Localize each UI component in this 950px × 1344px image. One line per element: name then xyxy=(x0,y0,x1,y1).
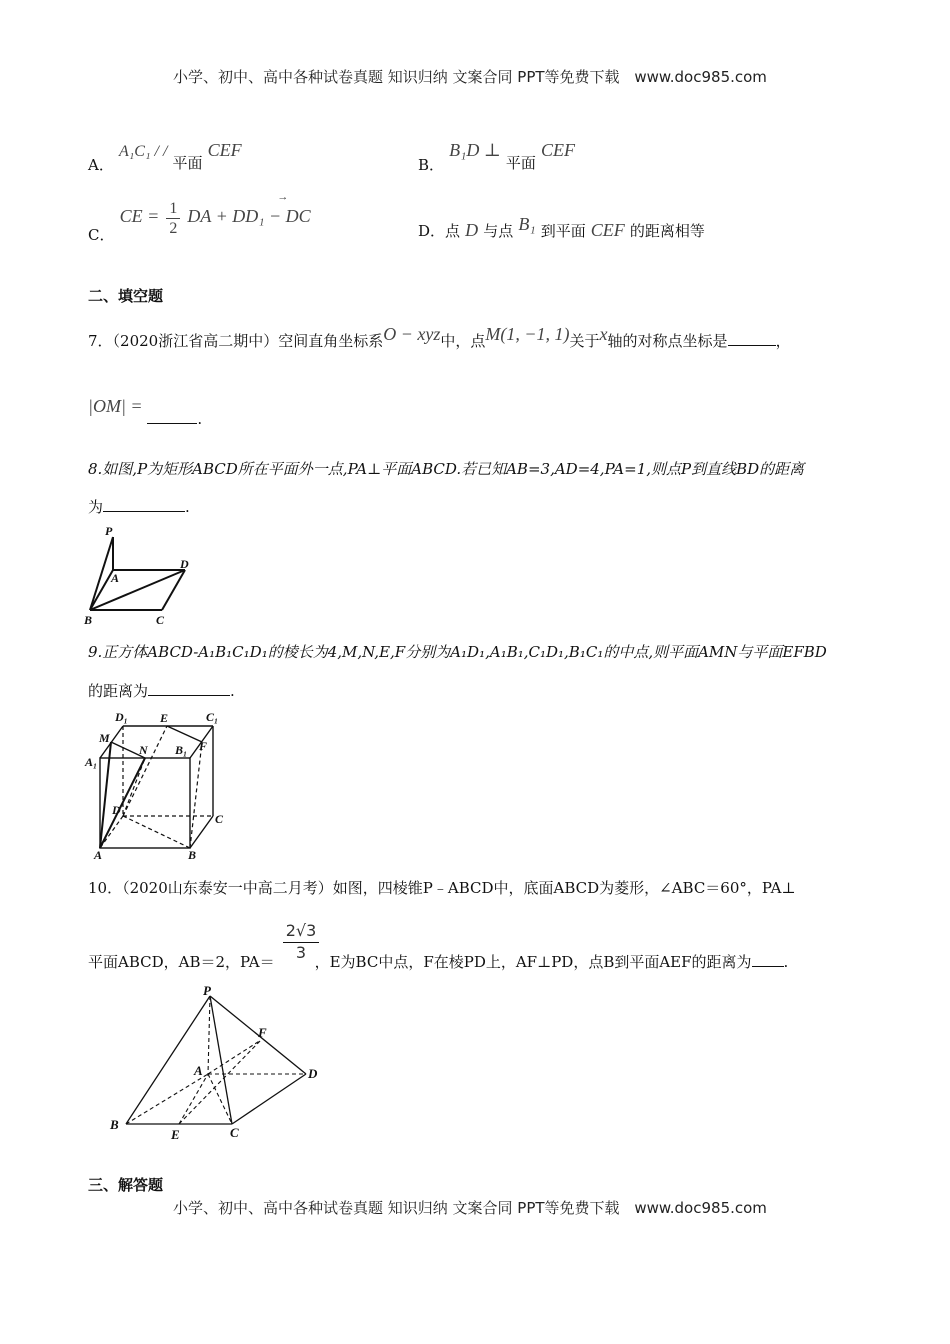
option-d-d: D xyxy=(465,220,479,240)
q9-label-d1: D₁ xyxy=(115,710,128,724)
q9-label-a1: A₁ xyxy=(85,755,98,769)
page-header xyxy=(173,66,767,87)
q7-point: M(1, −1, 1) xyxy=(485,324,570,344)
q10-label-d: D xyxy=(308,1066,318,1081)
option-c-arrow: → xyxy=(277,191,289,203)
q8-label-c: C xyxy=(156,613,165,627)
q7-t1: 中，点 xyxy=(440,332,486,350)
option-a xyxy=(88,140,242,174)
option-a-plane: 平面 xyxy=(172,154,203,172)
q9-figure xyxy=(82,706,232,860)
question-7 xyxy=(88,324,791,351)
q9-edge-ef xyxy=(167,726,202,742)
q8-label-d: D xyxy=(180,557,189,571)
option-a-label: A． xyxy=(88,156,114,174)
q10-edge-cd xyxy=(232,1074,306,1124)
q10-label-a: A xyxy=(194,1063,203,1078)
option-c-num: 1 xyxy=(166,200,180,219)
q9-line2-b: . xyxy=(230,682,235,700)
option-c xyxy=(88,191,311,246)
q7-t3: 轴的对称点坐标是 xyxy=(607,332,728,350)
option-b-cef: CEF xyxy=(541,140,576,160)
option-d-b1: B₁ xyxy=(518,214,536,234)
q10-label-e: E xyxy=(171,1127,180,1142)
question-9-line1: 9.正方体ABCD-A₁B₁C₁D₁的棱长为4,M,N,E,F分别为A₁D₁,A₁B₁,C₁D₁,B₁C₁的中点,则平面AMN与平面EFBD xyxy=(88,643,827,661)
q10-edge-pc xyxy=(210,996,232,1124)
option-b-label: B． xyxy=(418,156,445,174)
q9-label-a: A xyxy=(94,848,103,860)
option-c-den: 2 xyxy=(169,220,178,237)
q8-blank xyxy=(103,497,185,512)
q10-frac-den: 3 xyxy=(295,943,307,962)
question-8-line1: 8.如图,P为矩形ABCD所在平面外一点,PA⊥平面ABCD.若已知AB=3,AD=4,PA=1,则点P到直线BD的距离 xyxy=(88,460,805,478)
page-footer xyxy=(173,1197,767,1218)
option-c-rest: DA + DD₁ − DC xyxy=(187,206,311,226)
q8-label-b: B xyxy=(84,613,93,627)
q10-frac-num: 2√3 xyxy=(283,920,319,943)
option-c-label: C． xyxy=(88,226,115,244)
q7-axis: x xyxy=(599,324,608,344)
q10-line2-b: ，E为BC中点，F在棱PD上，AF⊥PD，点B到平面AEF的距离为 xyxy=(314,953,752,971)
q9-label-f: F xyxy=(199,739,208,753)
option-b xyxy=(418,140,576,174)
q9-label-m: M xyxy=(99,731,110,745)
option-a-cef: CEF xyxy=(207,140,242,160)
q7-blank-2 xyxy=(147,409,197,424)
q9-label-d: D xyxy=(112,803,121,817)
q7-t4: ， xyxy=(775,332,791,350)
q7-end: . xyxy=(197,410,203,428)
question-10-line1: 10．（2020山东泰安一中高二月考）如图，四棱锥P﹣ABCD中，底面ABCD为菱形，∠ABC＝60°，PA⊥ xyxy=(88,879,796,897)
question-8-line2 xyxy=(88,496,190,517)
q9-label-b: B xyxy=(188,848,197,860)
question-10-line2 xyxy=(88,951,788,972)
q10-label-b: B xyxy=(110,1117,119,1132)
q9-label-c: C xyxy=(215,812,224,826)
q10-label-p: P xyxy=(203,983,211,998)
q8-edge-cd xyxy=(162,570,185,610)
question-7-line2 xyxy=(88,396,203,428)
q7-sys: O − xyz xyxy=(383,324,441,344)
q8-line2-a: 为 xyxy=(88,498,104,516)
q10-label-c: C xyxy=(230,1125,239,1140)
option-a-expr: A₁C₁ / / xyxy=(118,143,168,160)
q10-line2-a: 平面ABCD，AB＝2，PA＝ xyxy=(88,953,275,971)
q10-hidden-pa xyxy=(208,996,210,1074)
option-d-t3: 的距离相等 xyxy=(629,222,705,240)
q10-blank xyxy=(752,952,784,967)
q7-t2: 关于 xyxy=(569,332,600,350)
q10-edge-pb xyxy=(126,996,210,1124)
option-d-t2: 到平面 xyxy=(540,222,586,240)
option-d-t1: 与点 xyxy=(483,222,514,240)
section-title-answer: 三、解答题 xyxy=(88,1176,164,1194)
q8-figure xyxy=(80,522,210,628)
q9-hidden-db xyxy=(123,816,190,848)
q10-hidden-ab xyxy=(126,1074,208,1124)
q7-om: |OM| = xyxy=(88,396,143,416)
question-9-line2 xyxy=(88,680,235,701)
q9-label-e: E xyxy=(160,711,169,725)
q10-figure xyxy=(104,982,330,1142)
q7-num: 7．（2020浙江省高二期中）空间直角坐标系 xyxy=(88,332,384,350)
q8-label-a: A xyxy=(111,571,120,585)
q9-label-n: N xyxy=(139,743,148,757)
q9-hidden-bf xyxy=(190,742,202,848)
footer-text: 小学、初中、高中各种试卷真题 知识归纳 文案合同 PPT等免费下载 xyxy=(173,1199,620,1217)
option-c-lhs: CE = xyxy=(119,206,160,226)
q9-line2-a: 的距离为 xyxy=(88,682,149,700)
q9-hidden-dn xyxy=(123,758,145,816)
q10-label-f: F xyxy=(258,1025,267,1040)
option-d-label: D．点 xyxy=(418,222,461,240)
section-title-fill-in: 二、填空题 xyxy=(88,287,164,305)
q10-line2-c: . xyxy=(783,953,789,971)
option-c-fraction xyxy=(166,200,180,239)
q9-edge-cb xyxy=(190,816,213,848)
q7-blank-1 xyxy=(728,331,776,346)
header-text: 小学、初中、高中各种试卷真题 知识归纳 文案合同 PPT等免费下载 xyxy=(173,68,620,86)
option-d xyxy=(418,214,705,241)
option-b-expr: B₁D ⊥ xyxy=(449,140,501,160)
q10-hidden-af xyxy=(208,1040,261,1074)
q9-label-b1: B₁ xyxy=(175,743,188,757)
q8-edge-bd xyxy=(90,570,185,610)
q9-hidden-de xyxy=(123,726,167,816)
q9-blank xyxy=(148,681,230,696)
header-site: www.doc985.com xyxy=(634,68,767,86)
q9-label-c1: C₁ xyxy=(206,710,219,724)
footer-site: www.doc985.com xyxy=(634,1199,767,1217)
q8-line2-b: . xyxy=(185,498,190,516)
option-b-plane: 平面 xyxy=(505,154,536,172)
q8-label-p: P xyxy=(105,524,113,538)
q8-edge-pb xyxy=(90,537,113,610)
option-d-cef: CEF xyxy=(590,220,625,240)
